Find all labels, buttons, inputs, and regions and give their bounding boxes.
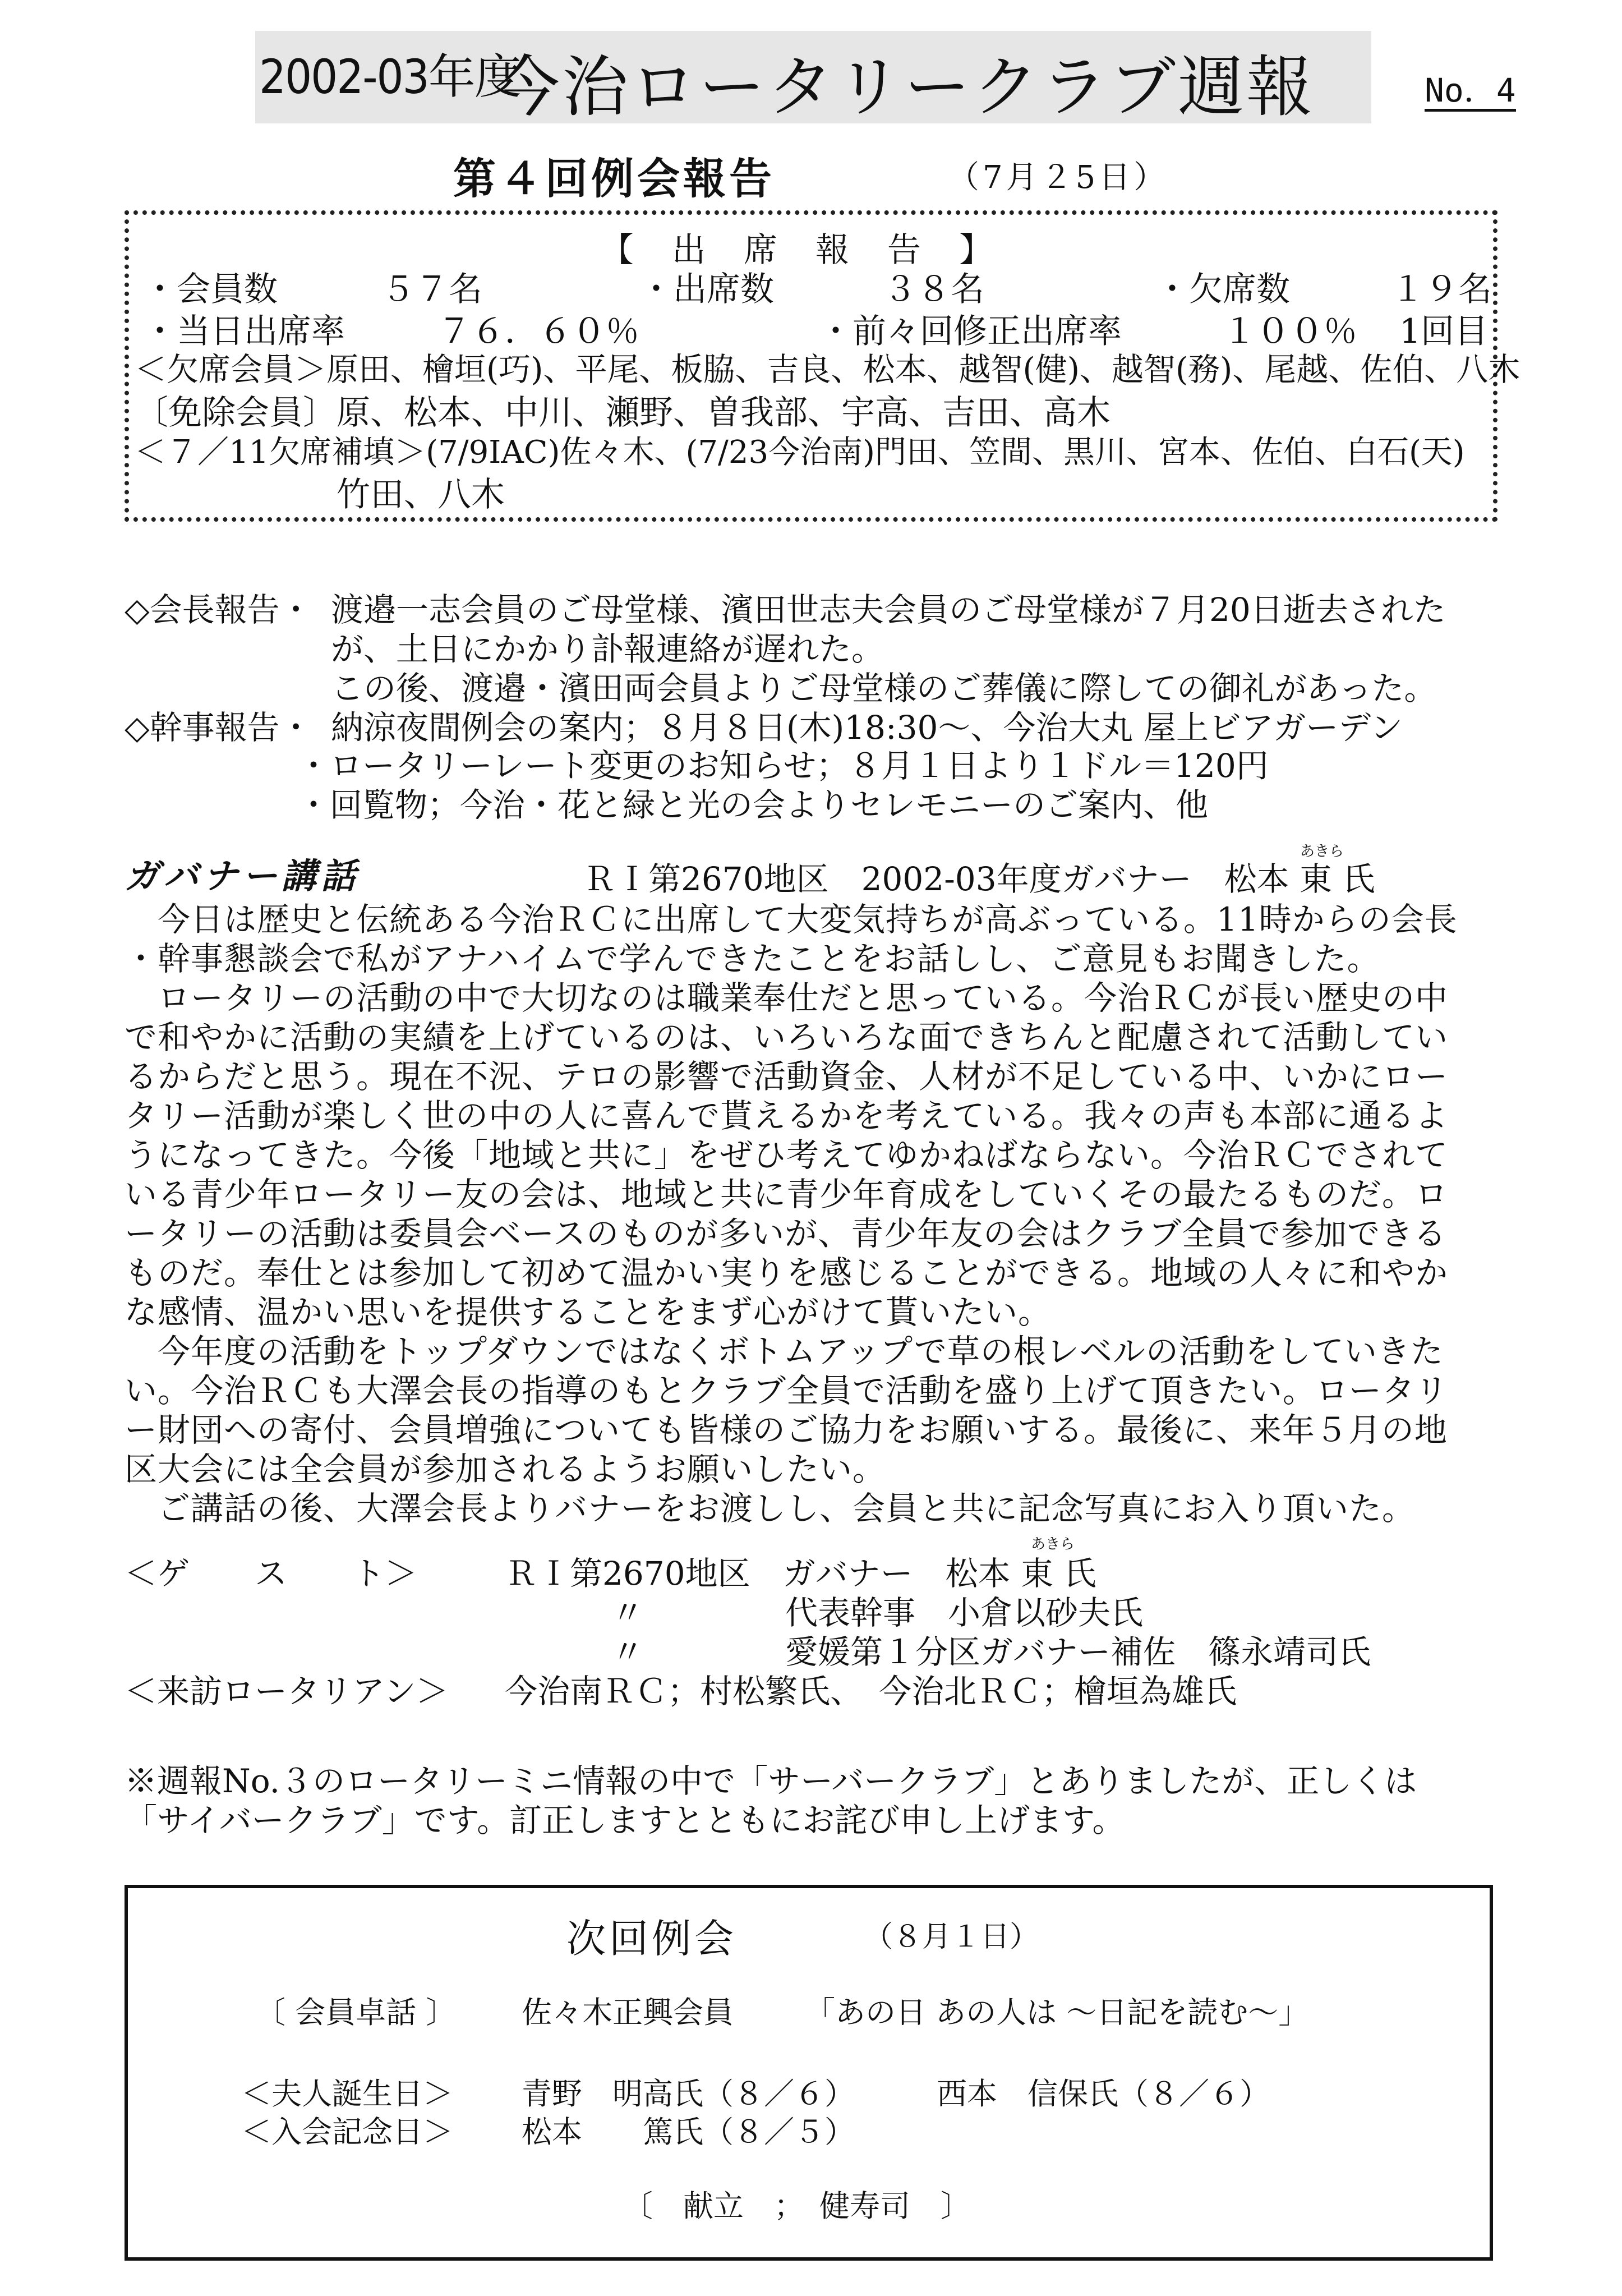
anniversary-label: ＜入会記念日＞ [241, 2114, 453, 2150]
guest-2: 代表幹事 小倉以砂夫氏 [785, 1594, 1144, 1632]
corrected-count: 1回目 [1399, 312, 1489, 351]
lecture-line: ものだ。奉仕とは参加して初めて温かい実りを感じることができる。地域の人々に和やか [125, 1254, 1449, 1292]
makeup-line-2: 竹田、八木 [337, 475, 505, 514]
member-talk-title: 「あの日 あの人は ～日記を読む～」 [805, 1995, 1309, 2030]
lecture-line: 今年度の活動をトップダウンではなくボトムアップで草の根レベルの活動をしていきた [125, 1332, 1444, 1370]
ditto-mark: 〃 [611, 1633, 644, 1671]
secretary-report-line-1: 納涼夜間例会の案内；８月８日(木)18:30～、今治大丸 屋上ビアガーデン [331, 708, 1403, 747]
member-talk-label: 〔 会員卓話 〕 [255, 1995, 457, 2030]
president-report-line-3: この後、渡邉・濱田両会員よりご母堂様のご葬儀に際しての御礼があった。 [331, 669, 1437, 707]
corrected-value: １００％ [1223, 312, 1357, 351]
absent-label: ・欠席数 [1155, 270, 1290, 309]
secretary-report-line-2: ・ロータリーレート変更のお知らせ；８月１日より１ドル＝120円 [297, 747, 1269, 785]
spouse-birthday-1: 青野 明高氏（８／６） [522, 2076, 855, 2111]
present-value: ３８名 [883, 270, 984, 309]
attendance-heading: 【 出 席 報 告 】 [600, 231, 995, 270]
visitors: 今治南ＲＣ；村松繁氏、 今治北ＲＣ；檜垣為雄氏 [505, 1672, 1237, 1710]
exempt-members: 〔免除会員〕原、松本、中川、瀬野、曽我部、宇高、吉田、高木 [135, 393, 1110, 432]
lecture-line: 今日は歴史と伝統ある今治ＲＣに出席して大変気持ちが高ぶっている。11時からの会長 [125, 900, 1458, 938]
spouse-birthday-label: ＜夫人誕生日＞ [241, 2076, 453, 2111]
lecture-line: な感情、温かい思いを提供することをまず心がけて貰いたい。 [125, 1293, 1052, 1331]
next-meeting-date: （８月１日） [864, 1920, 1039, 1954]
ditto-mark: 〃 [611, 1594, 644, 1632]
guest-label: ＜ゲ ス ト＞ [125, 1554, 418, 1593]
newsletter-title: 今治ロータリークラブ週報 [494, 48, 1315, 126]
spouse-birthday-2: 西本 信保氏（８／６） [937, 2076, 1270, 2111]
makeup-line-1: ＜７／11欠席補填＞(7/9IAC)佐々木、(7/23今治南)門田、笠間、黒川、宮本、佐伯、白石(天) [135, 434, 1465, 471]
meeting-date: （7月２5日） [948, 159, 1169, 196]
issue-number: No．4 [1425, 73, 1516, 112]
correction-line-1: ※週報No.３のロータリーミニ情報の中で「サーバークラブ」とありましたが、正しくは [125, 1762, 1417, 1800]
member-talk-speaker: 佐々木正興会員 [522, 1995, 734, 2030]
lecture-line: うになってきた。今後「地域と共に」をぜひ考えてゆかねばならない。今治ＲＣでされて [125, 1136, 1449, 1174]
next-meeting-title: 次回例会 [566, 1916, 737, 1962]
lecture-line: るからだと思う。現在不況、テロの影響で活動資金、人材が不足している中、いかにロー [125, 1057, 1449, 1096]
absent-members: ＜欠席会員＞原田、檜垣(巧)、平尾、板脇、吉良、松本、越智(健)、越智(務)、尾越、佐伯、八木 [135, 351, 1520, 388]
lecture-line: 区大会には全会員が参加されるようお願いしたい。 [125, 1450, 886, 1488]
fiscal-year: 2002-03年度 [259, 49, 520, 104]
lecture-line: いる青少年ロータリー友の会は、地域と共に青少年育成をしていくその最たるものだ。ロ [125, 1175, 1449, 1213]
corrected-label: ・前々回修正出席率 [819, 312, 1122, 351]
present-label: ・出席数 [639, 270, 774, 309]
secretary-report-label: ◇幹事報告・ [125, 708, 312, 747]
speaker-name-ruby: あきら [1300, 843, 1344, 860]
lecture-line: ロータリーの活動の中で大切なのは職業奉仕だと思っている。今治ＲＣが長い歴史の中 [125, 979, 1449, 1017]
members-label: ・会員数 [143, 270, 278, 309]
lecture-line: タリー活動が楽しく世の中の人に喜んで貰えるかを考えている。我々の声も本部に通るよ [125, 1097, 1449, 1135]
visitor-label: ＜来訪ロータリアン＞ [125, 1672, 449, 1710]
absent-value: １９名 [1391, 270, 1492, 309]
president-report-label: ◇会長報告・ [125, 591, 312, 629]
president-report-line-1: 渡邉一志会員のご母堂様、濱田世志夫会員のご母堂様が７月20日逝去された [331, 591, 1446, 629]
correction-line-2: 「サイバークラブ」です。訂正しますとともにお詫び申し上げます。 [125, 1801, 1125, 1839]
lecture-line: ・幹事懇談会で私がアナハイムで学んできたことをお話しし、ご意見もお聞きした。 [125, 940, 1380, 978]
lecture-line: ご講話の後、大澤会長よりバナーをお渡しし、会員と共に記念写真にお入り頂いた。 [125, 1489, 1416, 1527]
lecture-speaker: ＲＩ第2670地区 2002-03年度ガバナー 松本 東 氏 [583, 860, 1375, 898]
meeting-report-title: 第４回例会報告 [453, 154, 775, 204]
lecture-line: ー財団への寄付、会員増強についても皆様のご協力をお願いする。最後に、来年５月の地 [125, 1411, 1448, 1449]
anniversary-1: 松本 篤氏（８／５） [522, 2114, 855, 2150]
members-value: ５７名 [381, 270, 482, 309]
lecture-line: ータリーの活動は委員会ベースのものが多いが、青少年友の会はクラブ全員で参加できる [125, 1214, 1447, 1253]
guest-1: ＲＩ第2670地区 ガバナー 松本 東 氏 [505, 1554, 1096, 1593]
rate-value: ７６．６０％ [437, 312, 639, 351]
menu: 〔 献立 ； 健寿司 〕 [623, 2188, 971, 2224]
governor-lecture-heading: ガバナー講話 [125, 855, 361, 896]
president-report-line-2: が、土日にかかり訃報連絡が遅れた。 [331, 630, 884, 668]
guest-3: 愛媛第１分区ガバナー補佐 篠永靖司氏 [785, 1633, 1371, 1671]
rate-label: ・当日出席率 [143, 312, 345, 351]
lecture-line: い。今治ＲＣも大澤会長の指導のもとクラブ全員で活動を盛り上げて頂きたい。ロータリ [125, 1372, 1449, 1410]
secretary-report-line-3: ・回覧物；今治・花と緑と光の会よりセレモニーのご案内、他 [297, 786, 1209, 824]
guest-name-ruby: あきら [1031, 1536, 1075, 1553]
lecture-line: で和やかに活動の実績を上げているのは、いろいろな面できちんと配慮されて活動してい [125, 1018, 1449, 1056]
